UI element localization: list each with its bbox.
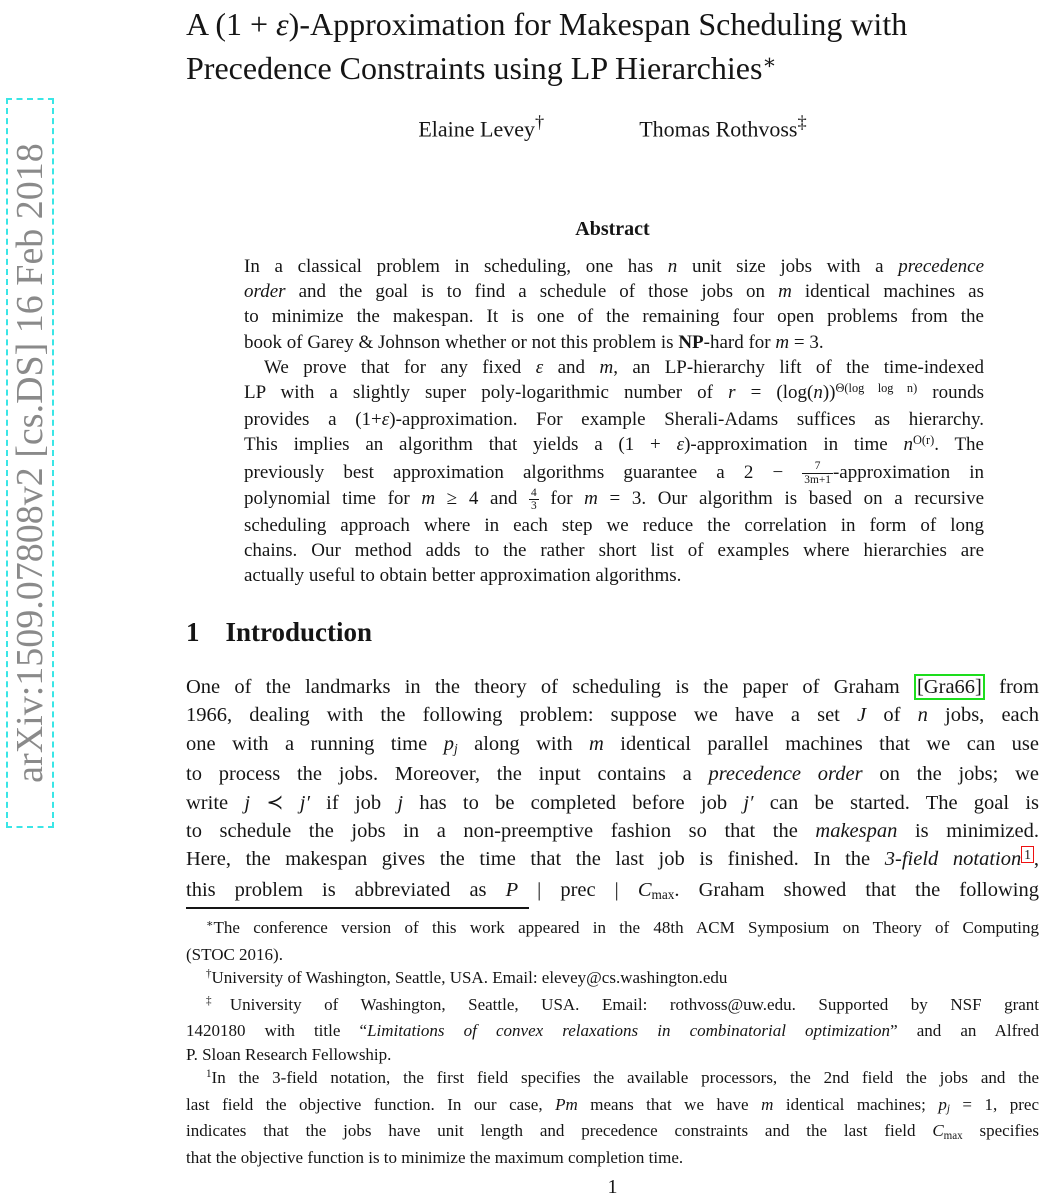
section-heading [186,617,372,648]
text-line: polynomial time for m ≥ 4 and $\frac{4}{3}$ for m = 3. Our algorithm is based on a recursive [244,486,984,513]
fraction: $\frac{7}{3m+1}$ [804,460,831,486]
text-line: scheduling approach where in each step we reduce the correlation in form of long [244,515,984,536]
text-line: write j ≺ j′ if job j has to be completed before job j′ can be started. The goal is [186,791,1039,814]
text-line: In a classical problem in scheduling, one has n unit size jobs with a precedence [244,256,985,277]
fraction: $\frac{4}{3}$ [531,486,537,513]
text-line: previously best approximation algorithms guarantee a 2 − $\frac{7}{3m+1}$ -approximation in [244,460,984,486]
footnote-rule [186,907,529,909]
text-line: P. Sloan Research Fellowship. [186,1044,392,1064]
text-line: one with a running time pj along with m identical parallel machines that we can use [186,732,1039,757]
text-line: to schedule the jobs in a non-preemptive fashion so that the makespan is minimized. [186,820,1039,843]
text-line: (STOC 2016). [186,944,283,964]
text-line: order and the goal is to find a schedule of those jobs on m identical machines as [244,281,984,303]
text-line: One of the landmarks in the theory of scheduling is the paper of Graham [Gra66] from [186,676,1039,698]
authors-row [186,112,1039,142]
text-line: $^1$In the 3-field notation, the first field specifies the available processors, the 2nd field the jobs and the [206,1068,1039,1087]
footnote-link[interactable]: 1 [1021,846,1034,863]
text-line: Precedence Constraints using LP Hierarchies∗ [186,50,777,86]
text-line: last field the objective function. In our case, Pm means that we have m identical machines; pj = 1, prec [186,1094,1039,1116]
text-line: 1966, dealing with the following problem: suppose we have a set J of n jobs, each [186,704,1039,727]
author-2-name: Thomas Rothvoss [639,116,798,142]
text-line: We prove that for any fixed ε and m, an LP-hierarchy lift of the time-indexed [264,356,984,378]
paper-title [186,2,1039,95]
text-line: actually useful to obtain better approximation algorithms. [244,565,682,587]
text-line: indicates that the jobs have unit length and precedence constraints and the last field Cmax specifies [186,1121,1039,1142]
abstract-heading: Abstract [575,218,650,240]
text-line: that the objective function is to minimize the maximum completion time. [186,1147,684,1167]
text-line: A (1 + ε)-Approximation for Makespan Scheduling with [186,6,908,42]
introduction-body [186,673,1039,906]
footnotes [186,916,1039,1169]
text-line: ‡University of Washington, Seattle, USA. Email: rothvoss@uw.edu. Supported by NSF grant [206,994,1039,1014]
content-column [186,0,1039,1200]
author-2-footnote-mark: ‡ [797,112,807,132]
text-line: book of Garey & Johnson whether or not this problem is NP-hard for m = 3. [244,331,824,353]
text-line: This implies an algorithm that yields a (1 + ε)-approximation in time $n^{O(r)}$. The [244,433,984,456]
arxiv-stamp-box [6,98,54,828]
text-line: to process the jobs. Moreover, the input contains a precedence order on the jobs; we [186,763,1039,786]
author-1-footnote-mark: † [535,112,545,132]
text-line: provides a (1+ε)-approximation. For example Sherali-Adams suffices as hierarchy. [244,409,984,431]
text-line: ∗The conference version of this work appeared in the 48th ACM Symposium on Theory of Computing [206,918,1039,937]
text-line: chains. Our method adds to the rather short list of examples where hierarchies are [244,540,984,562]
arxiv-stamp-text: arXiv:1509.07808v2 [cs.DS] 16 Feb 2018 [9,143,51,783]
author-2 [639,112,806,142]
citation-link[interactable]: [Gra66] [914,674,985,700]
text-line: this problem is abbreviated as P | prec | Cmax. Graham showed that the following [186,878,1039,903]
abstract-body [244,254,984,589]
section-title: Introduction [225,617,373,647]
text-line: †University of Washington, Seattle, USA. Email: elevey@cs.washington.edu [206,968,728,987]
page-number: 1 [607,1176,618,1198]
text-line: 1420180 with title “Limitations of convex relaxations in combinatorial optimization” and an Alfred [186,1021,1039,1040]
text-line: LP with a slightly super poly-logarithmic number of $r = (\log(n))^{\Theta(log log n)}$ rounds [244,380,984,404]
author-1-name: Elaine Levey [418,116,536,142]
section-number: 1 [186,617,200,647]
text-line: to minimize the makespan. It is one of the remaining four open problems from the [244,306,984,328]
text-line: Here, the makespan gives the time that the last job is finished. In the 3-field notation $^1$ , [186,846,1039,871]
author-1 [418,112,544,142]
